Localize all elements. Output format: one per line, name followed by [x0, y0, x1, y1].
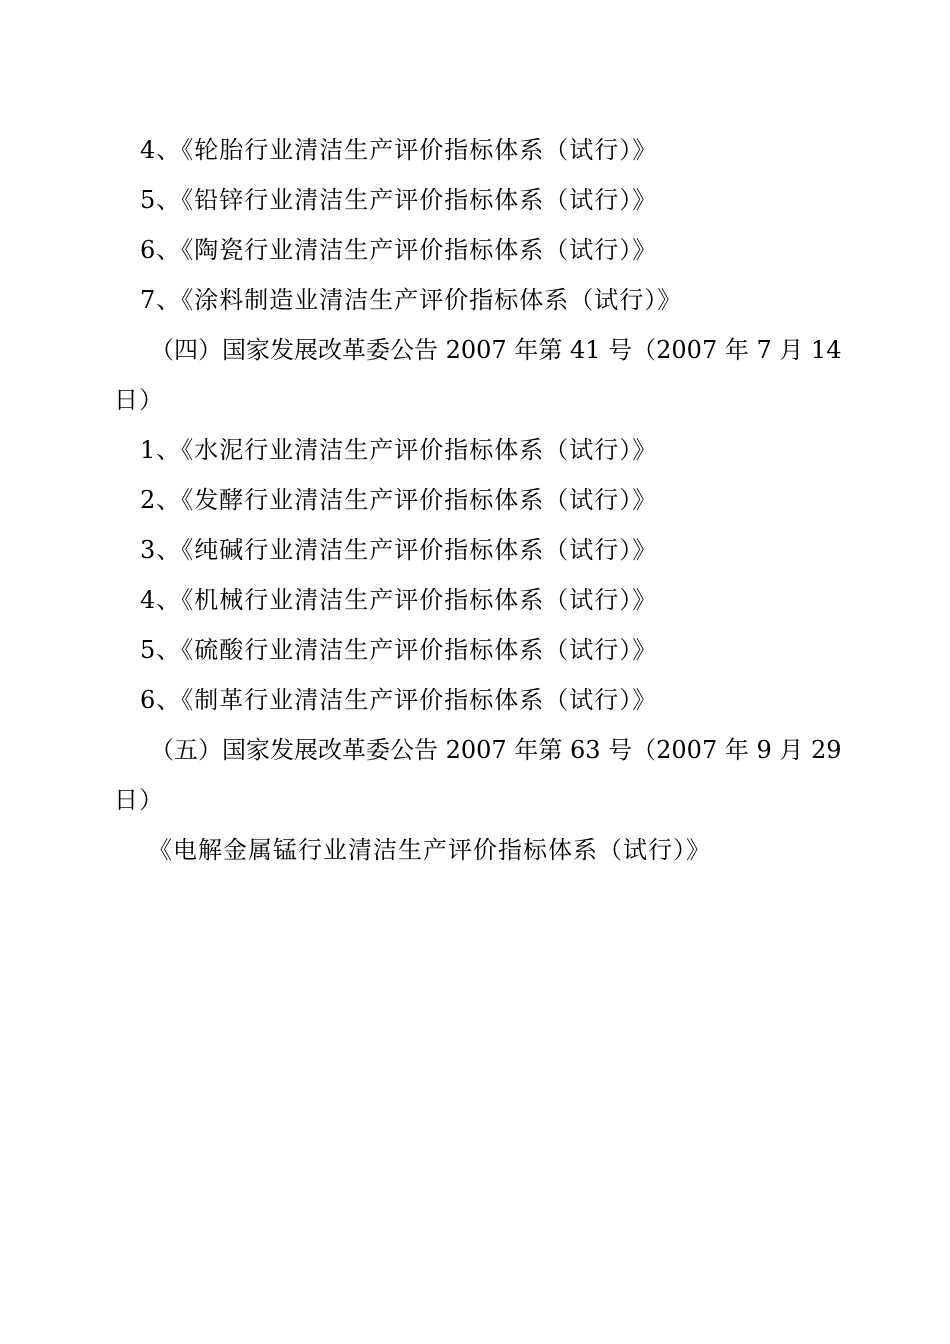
section-4-heading: （四）国家发展改革委公告 2007 年第 41 号（2007 年 7 月 14 [150, 336, 842, 364]
list-item-leather: 6、《制革行业清洁生产评价指标体系（试行）》 [140, 686, 658, 714]
list-item-electrolytic-manganese: 《电解金属锰行业清洁生产评价指标体系（试行）》 [148, 836, 711, 864]
list-item-tire: 4、《轮胎行业清洁生产评价指标体系（试行）》 [140, 136, 658, 164]
list-item-soda-ash: 3、《纯碱行业清洁生产评价指标体系（试行）》 [140, 536, 658, 564]
section-4-heading-continuation: 日） [114, 386, 164, 414]
list-item-machinery: 4、《机械行业清洁生产评价指标体系（试行）》 [140, 586, 658, 614]
list-item-cement: 1、《水泥行业清洁生产评价指标体系（试行）》 [140, 436, 658, 464]
list-item-coatings: 7、《涂料制造业清洁生产评价指标体系（试行）》 [140, 286, 683, 314]
list-item-fermentation: 2、《发酵行业清洁生产评价指标体系（试行）》 [140, 486, 658, 514]
section-5-heading: （五）国家发展改革委公告 2007 年第 63 号（2007 年 9 月 29 [150, 736, 842, 764]
section-5-heading-continuation: 日） [114, 786, 164, 814]
list-item-sulfuric-acid: 5、《硫酸行业清洁生产评价指标体系（试行）》 [140, 636, 658, 664]
list-item-lead-zinc: 5、《铅锌行业清洁生产评价指标体系（试行）》 [140, 186, 658, 214]
list-item-ceramics: 6、《陶瓷行业清洁生产评价指标体系（试行）》 [140, 236, 658, 264]
